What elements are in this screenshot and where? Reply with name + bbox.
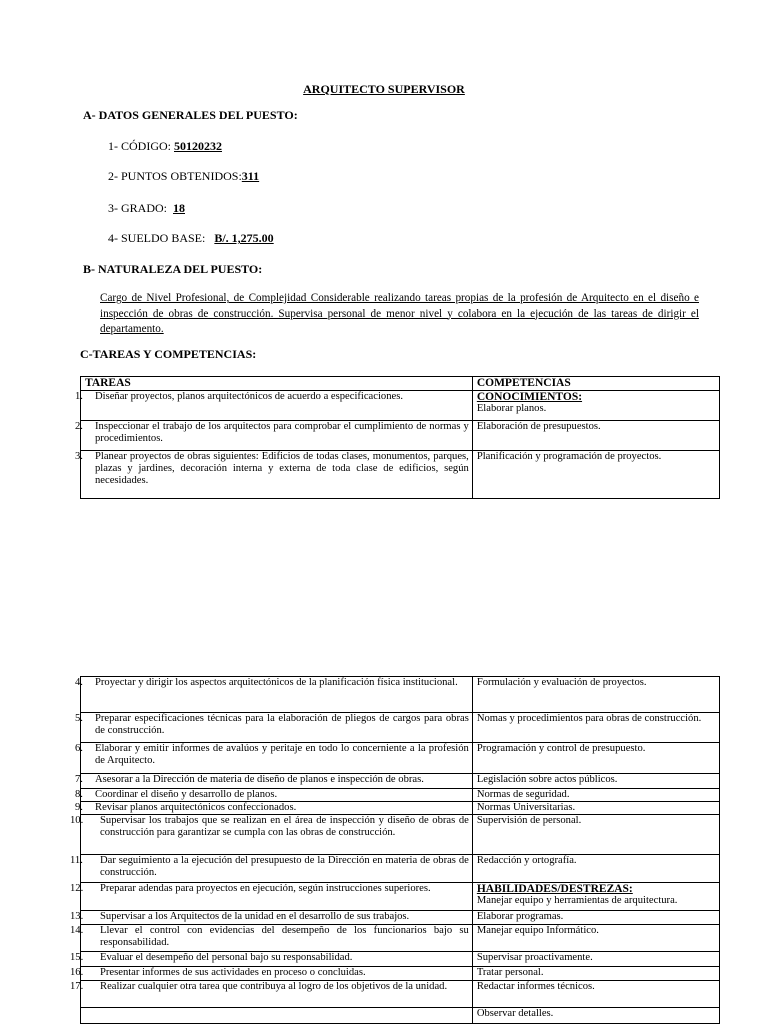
table-row xyxy=(81,855,720,883)
table-row xyxy=(81,952,720,967)
table-row xyxy=(81,677,720,713)
task-text: Preparar adendas para proyectos en ejecución, según instrucciones superiores. xyxy=(100,883,431,894)
competence-text: Elaborar programas. xyxy=(472,911,719,925)
row-number: 15. xyxy=(70,952,84,963)
codigo-line xyxy=(108,139,222,154)
competence-text: Legislación sobre actos públicos. xyxy=(472,774,719,789)
naturaleza-paragraph: Cargo de Nivel Profesional, de Complejidad Considerable realizando tareas propias de la profesión de Arquitecto en el diseño e inspección de obras de construcción. Supervisa personal de menor nivel y colabora en la ejecución de las tareas de dirigir el departamento. xyxy=(100,292,699,335)
section-b-heading: B- NATURALEZA DEL PUESTO: xyxy=(83,262,263,276)
task-text: Diseñar proyectos, planos arquitectónicos de acuerdo a especificaciones. xyxy=(95,391,403,402)
table-row xyxy=(81,789,720,802)
table-header-row xyxy=(81,377,720,391)
row-number: 17. xyxy=(70,981,84,992)
section-c-heading: C-TAREAS Y COMPETENCIAS: xyxy=(80,347,257,361)
row-number: 3. xyxy=(75,451,83,462)
table-row xyxy=(81,743,720,774)
section-a-heading: A- DATOS GENERALES DEL PUESTO: xyxy=(83,108,298,122)
task-text: Presentar informes de sus actividades en proceso o concluidas. xyxy=(100,967,366,978)
competence-text: Formulación y evaluación de proyectos. xyxy=(472,677,719,713)
competence-text: Tratar personal. xyxy=(472,967,719,981)
row-number: 7. xyxy=(75,774,83,785)
sueldo-label: 4- SUELDO BASE: xyxy=(108,231,215,245)
puntos-label: 2- PUNTOS OBTENIDOS: xyxy=(108,169,242,183)
row-number: 1. xyxy=(75,391,83,402)
table-row xyxy=(81,713,720,743)
table-row xyxy=(81,421,720,451)
competence-text: Planificación y programación de proyectos. xyxy=(472,451,719,499)
table-row xyxy=(81,391,720,421)
competence-text: Normas de seguridad. xyxy=(472,789,719,802)
task-text: Inspeccionar el trabajo de los arquitectos para comprobar el cumplimiento de normas y procedimientos. xyxy=(95,421,469,444)
competence-text: Normas Universitarias. xyxy=(472,802,719,815)
grado-line xyxy=(108,201,185,216)
row-number: 8. xyxy=(75,789,83,800)
table-row xyxy=(81,774,720,789)
task-text: Realizar cualquier otra tarea que contribuya al logro de los objetivos de la unidad. xyxy=(100,981,448,992)
habilidades-heading: HABILIDADES/DESTREZAS: xyxy=(476,883,633,895)
competence-text: Redacción y ortografía. xyxy=(472,855,719,883)
table-row xyxy=(81,802,720,815)
header-competencias: COMPETENCIAS xyxy=(472,377,719,391)
task-text: Llevar el control con evidencias del desempeño de los funcionarios bajo su responsabilidad. xyxy=(100,925,469,948)
competence-text: Manejar equipo y herramientas de arquitectura. xyxy=(476,895,678,906)
task-text: Evaluar el desempeño del personal bajo su responsabilidad. xyxy=(100,952,353,963)
row-number: 5. xyxy=(75,713,83,724)
puntos-value: 311 xyxy=(241,169,260,183)
row-number: 10. xyxy=(70,815,84,826)
tasks-table-1 xyxy=(75,376,720,499)
sueldo-line xyxy=(108,231,274,246)
competence-text: Supervisar proactivamente. xyxy=(472,952,719,967)
competence-text: Redactar informes técnicos. xyxy=(472,981,719,1008)
header-tareas: TAREAS xyxy=(81,377,473,391)
competence-text: Programación y control de presupuesto. xyxy=(472,743,719,774)
task-text: Proyectar y dirigir los aspectos arquitectónicos de la planificación física institucional. xyxy=(95,677,458,688)
table-row xyxy=(81,981,720,1008)
task-text: Revisar planos arquitectónicos confeccionados. xyxy=(95,802,297,813)
codigo-value: 50120232 xyxy=(174,139,222,153)
row-number: 2. xyxy=(75,421,83,432)
competence-text: Elaboración de presupuestos. xyxy=(472,421,719,451)
table-row xyxy=(81,911,720,925)
row-number: 12. xyxy=(70,883,84,894)
table-row xyxy=(81,883,720,911)
row-number: 9. xyxy=(75,802,83,813)
task-text: Supervisar los trabajos que se realizan en el área de inspección y diseño de obras de construcción para garantizar se cumpla con las obras de construcción. xyxy=(100,815,469,838)
row-number: 6. xyxy=(75,743,83,754)
task-text: Dar seguimiento a la ejecución del presupuesto de la Dirección en materia de obras de construcción. xyxy=(100,855,469,878)
grado-value: 18 xyxy=(173,201,185,215)
competence-text: Elaborar planos. xyxy=(476,403,547,414)
grado-label: 3- GRADO: xyxy=(108,201,173,215)
task-text: Planear proyectos de obras siguientes: Edificios de todas clases, monumentos, parques, plazas y jardines, decoración interna y externa de toda clase de edificios, según necesidades. xyxy=(95,451,469,486)
task-text: Coordinar el diseño y desarrollo de planos. xyxy=(95,789,278,800)
table-row xyxy=(81,967,720,981)
sueldo-value: B/. 1,275.00 xyxy=(214,231,274,245)
table-row xyxy=(81,1008,720,1024)
row-number: 11. xyxy=(70,855,83,866)
table-row xyxy=(81,925,720,952)
task-text: Preparar especificaciones técnicas para la elaboración de pliegos de cargos para obras de construcción. xyxy=(95,713,469,736)
puntos-line xyxy=(108,169,259,184)
conocimientos-heading: CONOCIMIENTOS: xyxy=(476,391,583,403)
row-number: 16. xyxy=(70,967,84,978)
competence-text: Nomas y procedimientos para obras de construcción. xyxy=(472,713,719,743)
table-row xyxy=(81,815,720,855)
competence-text: Supervisión de personal. xyxy=(472,815,719,855)
competence-text: Manejar equipo Informático. xyxy=(472,925,719,952)
task-text: Asesorar a la Dirección de materia de diseño de planos e inspección de obras. xyxy=(95,774,424,785)
table-row xyxy=(81,451,720,499)
row-number: 14. xyxy=(70,925,84,936)
row-number: 13. xyxy=(70,911,84,922)
codigo-label: 1- CÓDIGO: xyxy=(108,139,174,153)
row-number: 4. xyxy=(75,677,83,688)
task-text: Supervisar a los Arquitectos de la unidad en el desarrollo de sus trabajos. xyxy=(100,911,410,922)
document-title: ARQUITECTO SUPERVISOR xyxy=(303,82,465,96)
task-text: Elaborar y emitir informes de avalúos y peritaje en todo lo concerniente a la profesión de Arquitecto. xyxy=(95,743,469,766)
tasks-table-2 xyxy=(70,676,720,1024)
competence-text: Observar detalles. xyxy=(472,1008,719,1024)
